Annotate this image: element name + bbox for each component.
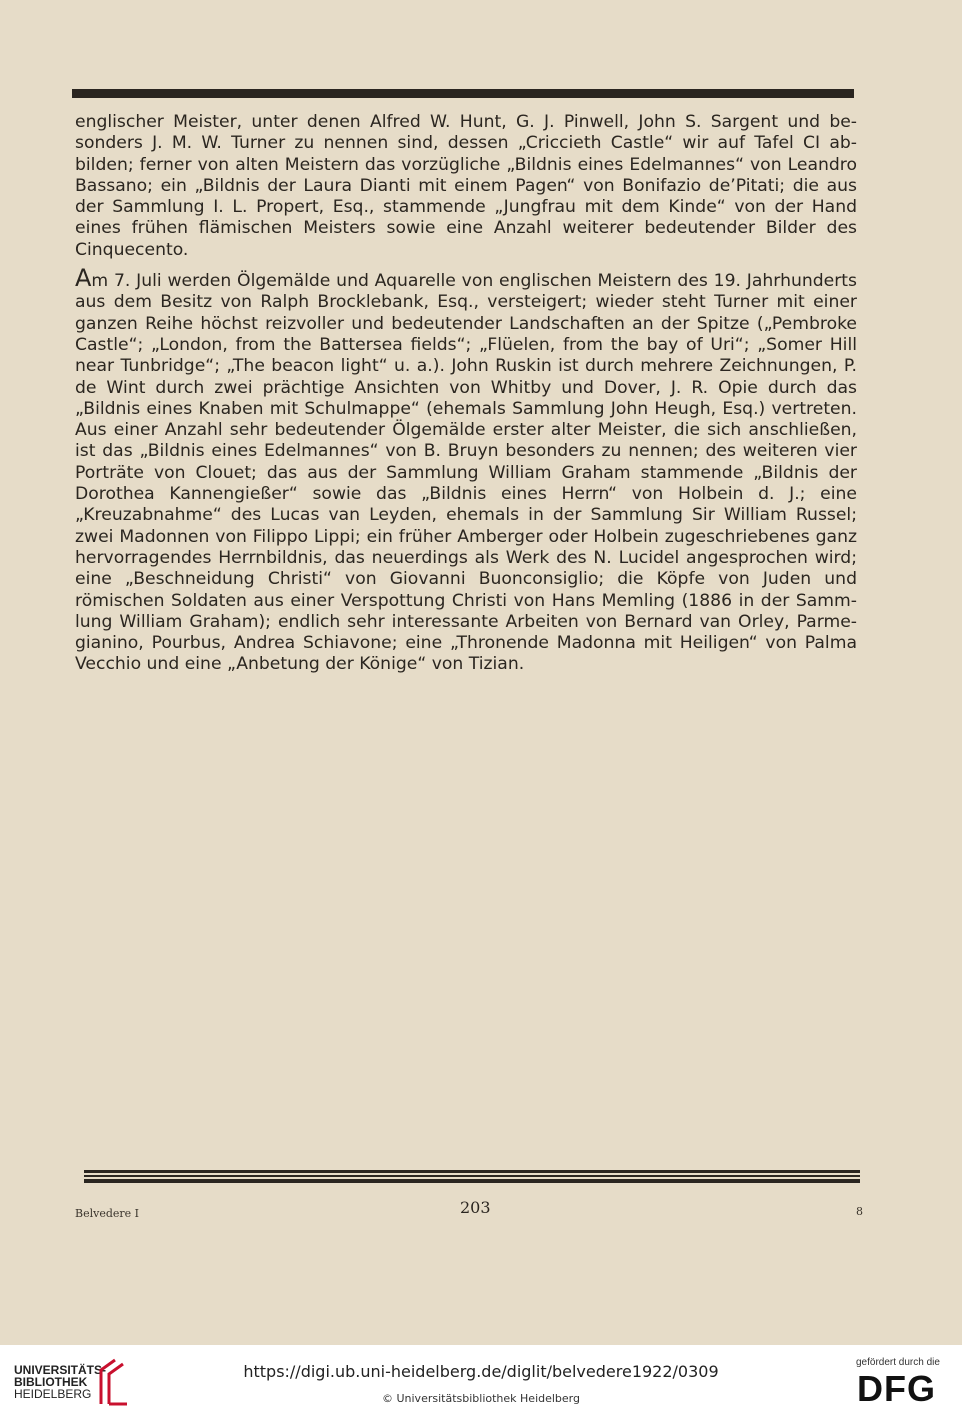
- library-name-line-2: BIBLIOTHEK: [14, 1375, 88, 1389]
- p2-line-0: aus dem Besitz von Ralph Brocklebank, Esq., versteigert; wieder steht Turner mit einer: [75, 292, 857, 313]
- paragraph-2: [75, 264, 858, 676]
- p2-line-3: near Tunbridge“; „The beacon light“ u. a.). John Ruskin ist durch mehrere Zeichnungen,: [75, 356, 838, 377]
- p2-line-4: P. de Wint durch zwei prächtige Ansichten von Whitby und Dover, J. R. Opie durch das: [75, 356, 858, 398]
- sheet-signature: 8: [856, 1205, 863, 1218]
- p2-line-10: „Kreuzabnahme“ des Lucas van Leyden, ehemals in der Sammlung Sir William Russel;: [75, 505, 857, 526]
- bottom-rule-3: [84, 1179, 860, 1183]
- p1-line-4: aus der Sammlung I. L. Propert, Esq., stammende „Jungfrau mit dem Kinde“ von der: [75, 175, 857, 218]
- p1-line-1: sonders J. M. W. Turner zu nennen sind, dessen „Criccieth Castle“ wir auf Tafel CI ab-: [75, 133, 857, 154]
- copyright-notice: © Universitätsbibliothek Heidelberg: [381, 1392, 580, 1405]
- p2-line-8: vier Porträte von Clouet; das aus der Sammlung William Graham stammende „Bildnis: [75, 441, 857, 483]
- viewer-footer-band: [0, 1345, 962, 1417]
- p1-line-2: bilden; ferner von alten Meistern das vorzügliche „Bildnis eines Edelmannes“ von Leandro: [75, 154, 857, 175]
- bottom-rule-2: [84, 1175, 860, 1177]
- permalink-url[interactable]: https://digi.ub.uni-heidelberg.de/diglit/belvedere1922/0309: [243, 1362, 719, 1381]
- body-text: [75, 112, 857, 676]
- p2-line-5: „Bildnis eines Knaben mit Schulmappe“ (ehemals Sammlung John Heugh, Esq.) vertreten.: [75, 398, 857, 419]
- p2-line-2: Castle“; „London, from the Battersea fields“; „Flüelen, from the bay of Uri“; „Somer Hill: [75, 334, 857, 355]
- p2-line-17: Vecchio und eine „Anbetung der Könige“ von Tizian.: [75, 654, 525, 675]
- p1-line-0: englischer Meister, unter denen Alfred W. Hunt, G. J. Pinwell, John S. Sargent und be-: [75, 112, 857, 132]
- p2-line-1: ganzen Reihe höchst reizvoller und bedeutender Landschaften an der Spitze („Pembroke: [75, 313, 857, 334]
- page-number: 203: [460, 1198, 491, 1217]
- library-name-line-1: UNIVERSITÄTS-: [14, 1363, 107, 1377]
- p1-line-3: Bassano; ein „Bildnis der Laura Dianti mit einem Pagen“ von Bonifazio de’Pitati; die: [75, 175, 819, 196]
- p2-line-16: gianino, Pourbus, Andrea Schiavone; eine „Thronende Madonna mit Heiligen“ von Palma: [75, 633, 857, 654]
- p2-line-9: der Dorothea Kannengießer“ sowie das „Bildnis eines Herrn“ von Holbein d. J.; eine: [75, 462, 857, 505]
- p2-line-11: zwei Madonnen von Filippo Lippi; ein früher Amberger oder Holbein zugeschriebenes: [75, 526, 810, 547]
- bottom-rule-1: [84, 1170, 860, 1173]
- p2-line-first: m 7. Juli werden Ölgemälde und Aquarelle von englischen Meistern des 19. Jahrhunderts: [91, 271, 857, 292]
- p1-line-5: Hand eines frühen flämischen Meisters sowie eine Anzahl weiterer bedeutender Bilder: [75, 197, 857, 239]
- funding-caption: gefördert durch die: [856, 1357, 940, 1368]
- paragraph-1: [75, 112, 857, 261]
- p2-line-7: ist das „Bildnis eines Edelmannes“ von B. Bruyn besonders zu nennen; des weiteren: [75, 441, 818, 462]
- bottom-rules: [84, 1170, 860, 1183]
- library-name-line-3: HEIDELBERG: [14, 1387, 92, 1401]
- p2-line-12: ganz hervorragendes Herrnbildnis, das neuerdings als Werk des N. Lucidel angesprochen: [75, 526, 857, 568]
- p2-line-14: römischen Soldaten aus einer Verspottung Christi von Hans Memling (1886 in der Samm-: [75, 590, 857, 611]
- journal-signature: Belvedere I: [75, 1207, 139, 1220]
- drop-initial: A: [75, 264, 92, 293]
- top-rule: [72, 89, 854, 98]
- p1-line-6: des Cinquecento.: [75, 218, 857, 260]
- p2-line-6: Aus einer Anzahl sehr bedeutender Ölgemälde erster alter Meister, die sich anschließen,: [75, 420, 857, 441]
- p2-line-15: lung William Graham); endlich sehr interessante Arbeiten von Bernard van Orley, Parme-: [75, 611, 857, 632]
- dfg-logo[interactable]: DFG: [857, 1368, 936, 1409]
- p2-line-13: wird; eine „Beschneidung Christi“ von Giovanni Buonconsiglio; die Köpfe von Juden und: [75, 547, 858, 590]
